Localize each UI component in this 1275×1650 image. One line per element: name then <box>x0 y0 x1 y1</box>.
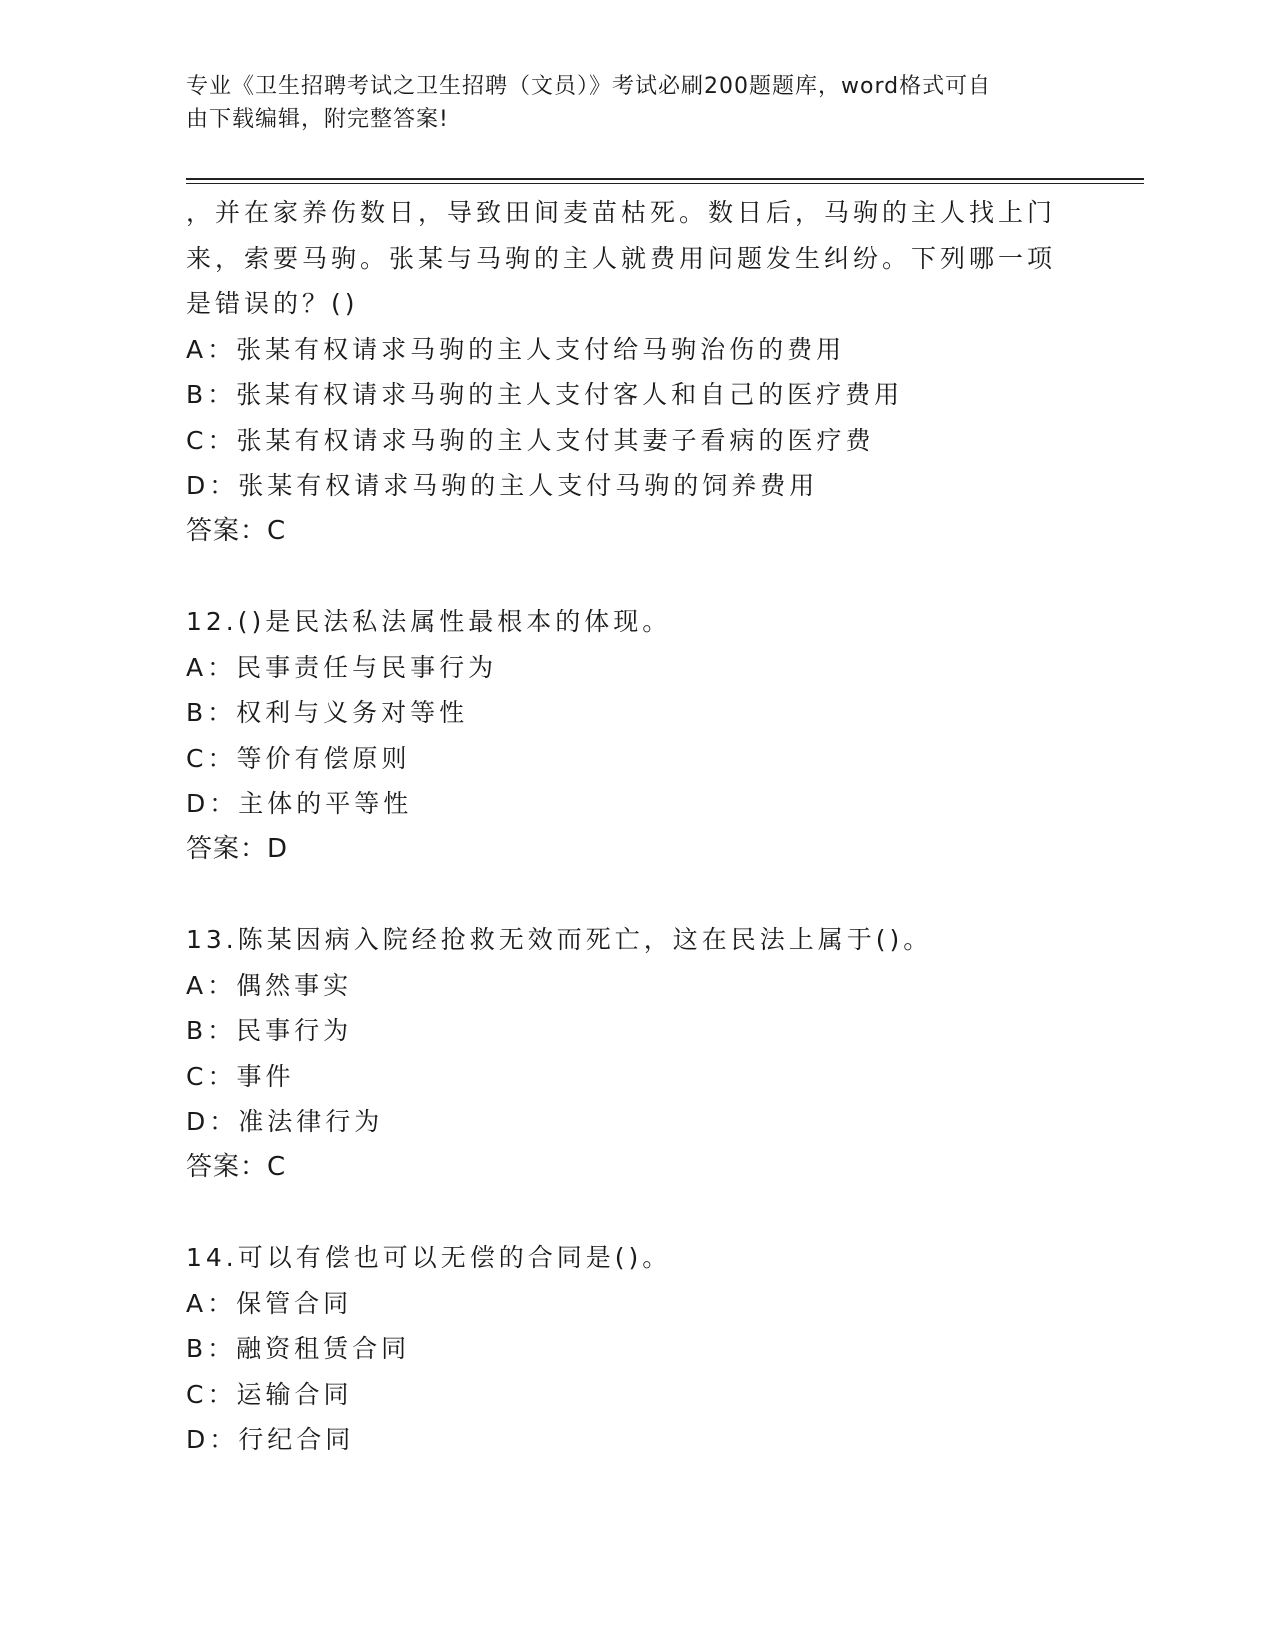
question-list <box>186 190 1086 1463</box>
header-line-2: 由下载编辑，附完整答案! <box>186 107 449 132</box>
option-c: C：等价有偿原则 <box>186 743 411 773</box>
question-stem: 13.陈某因病入院经抢救无效而死亡，这在民法上属于()。 <box>186 925 933 954</box>
answer-label: 答案：C <box>186 1151 287 1182</box>
option-a: A：偶然事实 <box>186 970 353 1000</box>
option-d: D：张某有权请求马驹的主人支付马驹的饲养费用 <box>186 471 819 500</box>
header-divider-thick <box>186 178 1144 180</box>
option-b: B：张某有权请求马驹的主人支付客人和自己的医疗费用 <box>186 380 904 409</box>
question-11 <box>186 190 1086 554</box>
question-stem-line: 来，索要马驹。张某与马驹的主人就费用问题发生纠纷。下列哪一项 <box>186 243 1057 273</box>
option-b: B：民事行为 <box>186 1016 353 1045</box>
question-stem: 14.可以有偿也可以无偿的合同是()。 <box>186 1243 672 1272</box>
answer-label: 答案：D <box>186 833 289 864</box>
option-c: C：事件 <box>186 1061 295 1091</box>
option-c: C：张某有权请求马驹的主人支付其妻子看病的医疗费 <box>186 425 875 455</box>
option-d: D：准法律行为 <box>186 1107 384 1136</box>
option-a: A：保管合同 <box>186 1288 353 1318</box>
header-line-1: 专业《卫生招聘考试之卫生招聘（文员）》考试必刷200题题库，word格式可自 <box>186 74 992 99</box>
option-a: A：民事责任与民事行为 <box>186 652 498 682</box>
option-a: A：张某有权请求马驹的主人支付给马驹治伤的费用 <box>186 334 846 364</box>
option-d: D：主体的平等性 <box>186 789 413 818</box>
question-14 <box>186 1235 1086 1463</box>
document-header <box>186 70 1066 136</box>
option-b: B：权利与义务对等性 <box>186 698 469 727</box>
option-d: D：行纪合同 <box>186 1425 355 1454</box>
question-stem-line: ，并在家养伤数日，导致田间麦苗枯死。数日后，马驹的主人找上门 <box>186 198 1057 227</box>
question-12 <box>186 599 1086 872</box>
question-13 <box>186 917 1086 1190</box>
answer-label: 答案：C <box>186 515 287 546</box>
header-divider-thin <box>186 183 1144 184</box>
option-c: C：运输合同 <box>186 1379 353 1409</box>
question-stem-line: 是错误的？() <box>186 289 359 318</box>
question-stem: 12.()是民法私法属性最根本的体现。 <box>186 607 672 636</box>
option-b: B：融资租赁合同 <box>186 1334 411 1363</box>
